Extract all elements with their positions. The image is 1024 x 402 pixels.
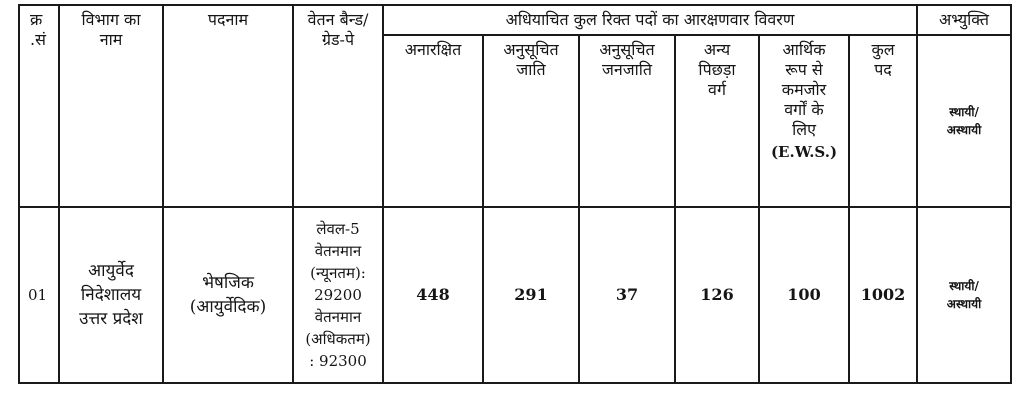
- header-st: [579, 35, 675, 207]
- header-ews: [759, 35, 849, 207]
- header-post: पदनाम: [163, 5, 293, 207]
- cell-ews: 100: [759, 207, 849, 383]
- cell-pay-line2: वेतनमान: [314, 242, 362, 260]
- header-sc: [483, 35, 579, 207]
- header-department: [59, 5, 163, 207]
- header-ews-line2: रूप से: [785, 60, 823, 79]
- cell-total: 1002: [849, 207, 917, 383]
- cell-unreserved: 448: [383, 207, 483, 383]
- header-department-line1: विभाग का: [81, 10, 141, 29]
- header-sc-line2: जाति: [516, 60, 546, 79]
- header-st-line1: अनुसूचित: [599, 40, 655, 59]
- header-department-line2: नाम: [99, 30, 123, 49]
- header-remark-sub: [917, 35, 1011, 207]
- cell-post-line1: भेषजिक: [202, 273, 254, 293]
- header-remarks: अभ्युक्ति: [917, 5, 1011, 35]
- cell-serial: 01: [19, 207, 59, 383]
- header-serial-line2: .सं: [30, 30, 46, 49]
- cell-sc: 291: [483, 207, 579, 383]
- cell-department-line1: आयुर्वेद: [88, 261, 134, 281]
- cell-pay-line4: 29200: [314, 286, 362, 304]
- header-pay-band-line1: वेतन बैन्ड/: [307, 10, 369, 29]
- cell-obc: 126: [675, 207, 759, 383]
- header-row-top: [19, 5, 1011, 35]
- cell-department-line2: निदेशालय: [80, 285, 142, 305]
- cell-pay-line1: लेवल-5: [316, 220, 360, 238]
- cell-post: [163, 207, 293, 383]
- cell-remarks-line1: स्थायी/: [949, 279, 979, 293]
- cell-post-line2: (आयुर्वेदिक): [189, 297, 267, 317]
- header-ews-abbr: (E.W.S.): [770, 143, 838, 161]
- header-pay-band-line2: ग्रेड-पे: [321, 30, 355, 49]
- cell-department: [59, 207, 163, 383]
- header-serial: [19, 5, 59, 207]
- cell-st: 37: [579, 207, 675, 383]
- cell-pay-line3: (न्यूनतम):: [310, 264, 366, 282]
- cell-pay-line6: (अधिकतम): [305, 330, 371, 348]
- vacancy-table: [18, 4, 1012, 384]
- header-obc: [675, 35, 759, 207]
- header-sc-line1: अनुसूचित: [503, 40, 559, 59]
- header-obc-line2: पिछड़ा: [698, 60, 736, 79]
- header-st-line2: जनजाति: [601, 60, 653, 79]
- cell-pay-line5: वेतनमान: [314, 308, 362, 326]
- table-row: [19, 207, 1011, 383]
- cell-remarks-line2: अस्थायी: [946, 297, 982, 311]
- header-reservation-group: अधियाचित कुल रिक्त पदों का आरक्षणवार विवरण: [383, 5, 917, 35]
- header-pay-band: [293, 5, 383, 207]
- header-obc-line1: अन्य: [703, 40, 731, 59]
- header-ews-line3: कमजोर: [781, 80, 827, 99]
- header-ews-line1: आर्थिक: [782, 40, 826, 59]
- header-total: [849, 35, 917, 207]
- header-ews-line4: वर्गों के: [784, 100, 824, 119]
- cell-department-line3: उत्तर प्रदेश: [79, 309, 143, 329]
- header-unreserved: अनारक्षित: [383, 35, 483, 207]
- cell-remarks: [917, 207, 1011, 383]
- header-ews-line5: लिए: [792, 120, 816, 139]
- header-total-line1: कुल: [871, 40, 895, 59]
- cell-pay: [293, 207, 383, 383]
- header-total-line2: पद: [874, 60, 892, 79]
- header-remark-sub-line1: स्थायी/: [949, 105, 979, 119]
- cell-pay-line7: : 92300: [309, 352, 367, 370]
- header-remark-sub-line2: अस्थायी: [946, 123, 982, 137]
- header-serial-line1: क्र: [30, 10, 43, 29]
- header-obc-line3: वर्ग: [708, 80, 726, 99]
